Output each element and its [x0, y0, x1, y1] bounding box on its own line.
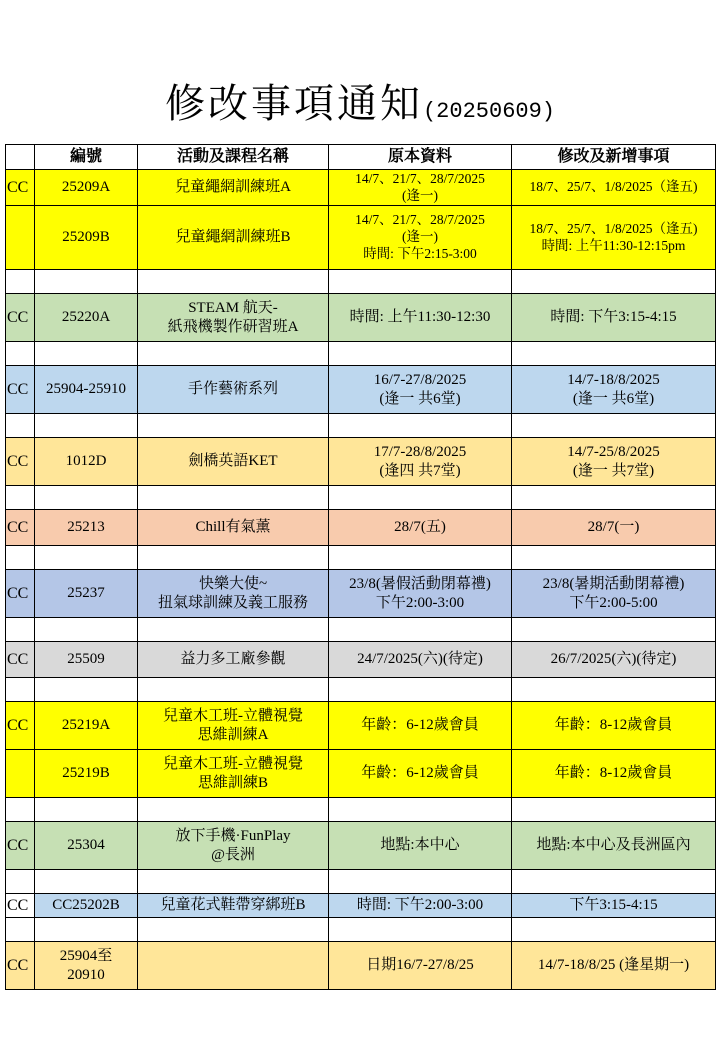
spacer-row — [6, 486, 716, 510]
modified-cell: 下午3:15-4:15 — [512, 894, 716, 918]
cc-cell — [6, 750, 35, 798]
cc-cell: CC — [6, 510, 35, 546]
code-cell: 25237 — [35, 570, 138, 618]
code-cell: 25904至 20910 — [35, 942, 138, 990]
header-code: 編號 — [35, 145, 138, 170]
name-cell: 兒童木工班-立體視覺 思維訓練A — [138, 702, 329, 750]
code-cell: 25304 — [35, 822, 138, 870]
page-title — [0, 72, 720, 129]
modified-cell: 18/7、25/7、1/8/2025（逢五) 時間: 上午11:30-12:15pm — [512, 206, 716, 270]
cc-cell: CC — [6, 366, 35, 414]
modified-cell: 年齡：8-12歲會員 — [512, 750, 716, 798]
original-cell: 24/7/2025(六)(待定) — [329, 642, 512, 678]
spacer-row — [6, 870, 716, 894]
header-modifications: 修改及新增事項 — [512, 145, 716, 170]
cc-cell: CC — [6, 438, 35, 486]
original-cell: 時間: 下午2:00-3:00 — [329, 894, 512, 918]
table-row — [6, 294, 716, 342]
name-cell — [138, 942, 329, 990]
table-row — [6, 750, 716, 798]
cc-cell: CC — [6, 702, 35, 750]
code-cell: 25220A — [35, 294, 138, 342]
modified-cell: 14/7-25/8/2025 (逢一 共7堂) — [512, 438, 716, 486]
name-cell: 兒童木工班-立體視覺 思維訓練B — [138, 750, 329, 798]
spacer-row — [6, 546, 716, 570]
modified-cell: 時間: 下午3:15-4:15 — [512, 294, 716, 342]
name-cell: 益力多工廠參觀 — [138, 642, 329, 678]
original-cell: 16/7-27/8/2025 (逢一 共6堂) — [329, 366, 512, 414]
spacer-row — [6, 678, 716, 702]
cc-cell: CC — [6, 894, 35, 918]
table-row — [6, 822, 716, 870]
header-activity-name: 活動及課程名稱 — [138, 145, 329, 170]
header-cc — [6, 145, 35, 170]
name-cell: 手作藝術系列 — [138, 366, 329, 414]
code-cell: 25213 — [35, 510, 138, 546]
name-cell: 劍橋英語KET — [138, 438, 329, 486]
table-row — [6, 642, 716, 678]
table-row — [6, 206, 716, 270]
cc-cell: CC — [6, 822, 35, 870]
table-row — [6, 894, 716, 918]
cc-cell: CC — [6, 170, 35, 206]
name-cell: 兒童花式鞋帶穿綁班B — [138, 894, 329, 918]
original-cell: 17/7-28/8/2025 (逢四 共7堂) — [329, 438, 512, 486]
spacer-row — [6, 270, 716, 294]
modified-cell: 23/8(暑期活動閉幕禮) 下午2:00-5:00 — [512, 570, 716, 618]
table-row — [6, 702, 716, 750]
code-cell: CC25202B — [35, 894, 138, 918]
original-cell: 年齡：6-12歲會員 — [329, 750, 512, 798]
table-row — [6, 570, 716, 618]
modified-cell: 26/7/2025(六)(待定) — [512, 642, 716, 678]
code-cell: 25904-25910 — [35, 366, 138, 414]
original-cell: 14/7、21/7、28/7/2025 (逢一) 時間: 下午2:15-3:00 — [329, 206, 512, 270]
original-cell: 時間: 上午11:30-12:30 — [329, 294, 512, 342]
modified-cell: 年齡：8-12歲會員 — [512, 702, 716, 750]
name-cell: 快樂大使~ 扭氣球訓練及義工服務 — [138, 570, 329, 618]
name-cell: Chill有氣薰 — [138, 510, 329, 546]
name-cell: STEAM 航天- 紙飛機製作研習班A — [138, 294, 329, 342]
cc-cell: CC — [6, 294, 35, 342]
code-cell: 1012D — [35, 438, 138, 486]
table-row — [6, 510, 716, 546]
spacer-row — [6, 798, 716, 822]
modified-cell: 14/7-18/8/2025 (逢一 共6堂) — [512, 366, 716, 414]
cc-cell: CC — [6, 942, 35, 990]
cc-cell — [6, 206, 35, 270]
spacer-row — [6, 618, 716, 642]
header-original-info: 原本資料 — [329, 145, 512, 170]
title-date: (20250609) — [422, 99, 556, 124]
name-cell: 兒童繩網訓練班B — [138, 206, 329, 270]
header-row — [6, 145, 716, 170]
spacer-row — [6, 414, 716, 438]
code-cell: 25219B — [35, 750, 138, 798]
modified-cell: 28/7(一) — [512, 510, 716, 546]
original-cell: 地點:本中心 — [329, 822, 512, 870]
spacer-row — [6, 342, 716, 366]
changes-table — [5, 144, 716, 990]
table-row — [6, 438, 716, 486]
table-row — [6, 366, 716, 414]
modified-cell: 地點:本中心及長洲區內 — [512, 822, 716, 870]
original-cell: 14/7、21/7、28/7/2025 (逢一) — [329, 170, 512, 206]
name-cell: 放下手機·FunPlay @長洲 — [138, 822, 329, 870]
cc-cell: CC — [6, 570, 35, 618]
code-cell: 25219A — [35, 702, 138, 750]
code-cell: 25209A — [35, 170, 138, 206]
code-cell: 25509 — [35, 642, 138, 678]
original-cell: 28/7(五) — [329, 510, 512, 546]
original-cell: 日期16/7-27/8/25 — [329, 942, 512, 990]
table-row — [6, 942, 716, 990]
title-main: 修改事項通知 — [164, 81, 423, 127]
modified-cell: 14/7-18/8/25 (逢星期一) — [512, 942, 716, 990]
original-cell: 年齡：6-12歲會員 — [329, 702, 512, 750]
modified-cell: 18/7、25/7、1/8/2025（逢五) — [512, 170, 716, 206]
name-cell: 兒童繩網訓練班A — [138, 170, 329, 206]
cc-cell: CC — [6, 642, 35, 678]
spacer-row — [6, 918, 716, 942]
code-cell: 25209B — [35, 206, 138, 270]
table-row — [6, 170, 716, 206]
original-cell: 23/8(暑假活動閉幕禮) 下午2:00-3:00 — [329, 570, 512, 618]
